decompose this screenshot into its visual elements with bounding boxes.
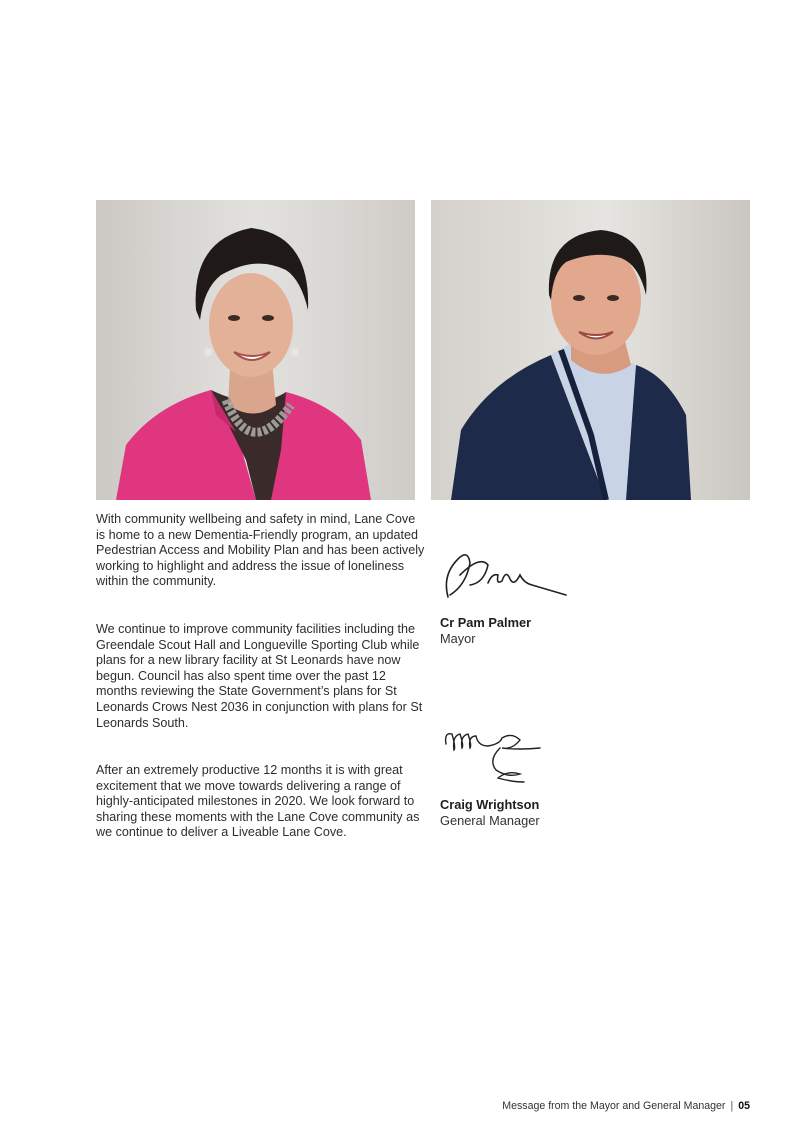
footer-separator: | (730, 1100, 734, 1112)
general-manager-photo (431, 200, 750, 500)
general-manager-role: General Manager (440, 813, 540, 828)
mayor-signature (440, 545, 570, 605)
body-paragraph: With community wellbeing and safety in mind, Lane Cove is home to a new Dementia-Friendly program, an updated Pedestrian Access and Mobility Plan and has been actively working to highlight and address the issue of loneliness within the community. (96, 512, 425, 589)
mayor-photo (96, 200, 415, 500)
page-footer (502, 1100, 750, 1112)
general-manager-portrait-image (431, 200, 750, 500)
mayor-role: Mayor (440, 631, 476, 646)
mayor-portrait-image (96, 200, 415, 500)
body-paragraph: After an extremely productive 12 months it is with great excitement that we move towards delivering a range of highly-anticipated milestones in 2020. We look forward to sharing these moments with the Lane Cove community as we continue to deliver a Liveable Lane Cove. (96, 763, 420, 840)
general-manager-signature (440, 726, 545, 784)
body-paragraph: We continue to improve community facilities including the Greendale Scout Hall and Longueville Sporting Club while plans for a new library facility at St Leonards have now begun. Council has also spent time over the past 12 months reviewing the State Government’s plans for St Leonards Crows Nest 2036 in conjunction with plans for St Leonards South. (96, 622, 423, 730)
page-number: 05 (738, 1100, 750, 1112)
footer-section-title: Message from the Mayor and General Manager (502, 1100, 726, 1112)
mayor-name: Cr Pam Palmer (440, 615, 532, 630)
general-manager-name: Craig Wrightson (440, 797, 540, 812)
